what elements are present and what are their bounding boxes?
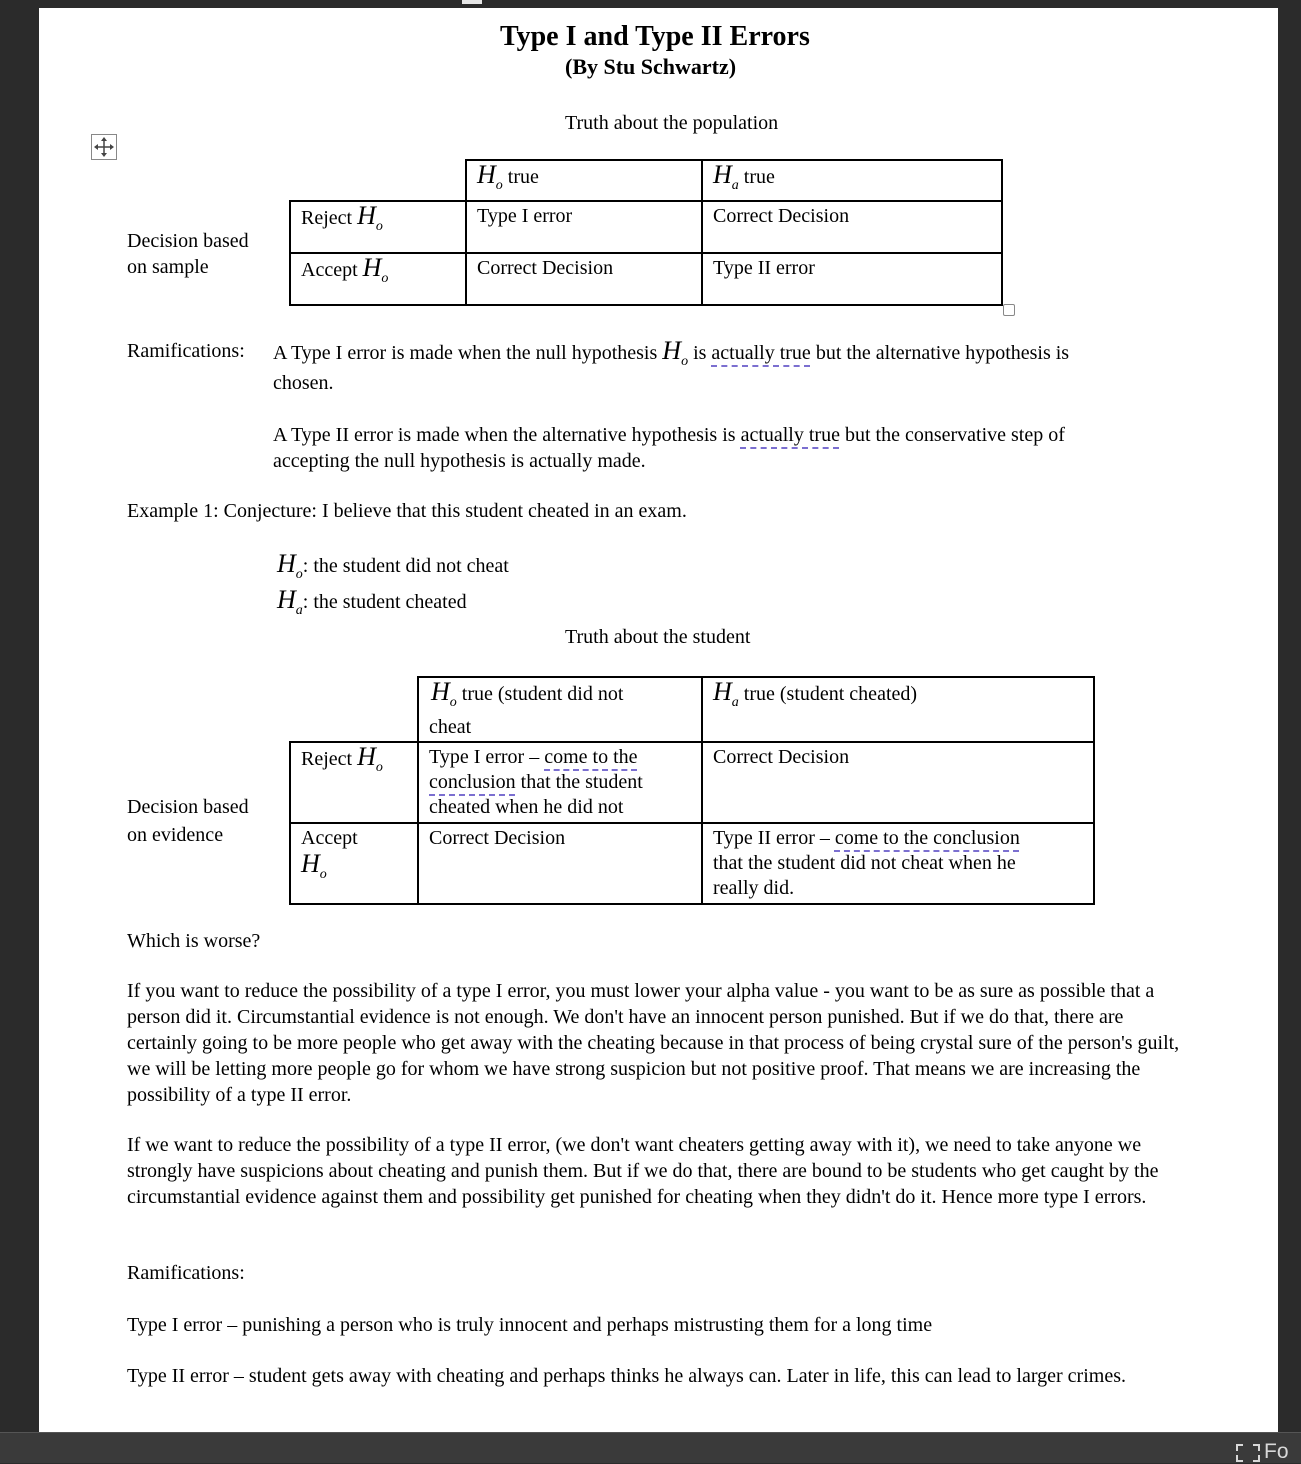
viewer-bottom-bar (0, 1432, 1301, 1463)
ramifications-label-2: Ramifications: (127, 1262, 245, 1284)
ramification-type2-summary: Type II error – student gets away with cheating and perhaps thinks he always can. Later in life, this can lead to larger crimes. (127, 1365, 1126, 1387)
top-tab-marker (462, 0, 482, 4)
ramification-type1-summary: Type I error – punishing a person who is truly innocent and perhaps mistrusting them for a long time (127, 1314, 933, 1336)
table2-caption: Truth about the student (565, 626, 751, 648)
table2-cell-r2c2: Type II error – come to the conclusion that the student did not cheat when he really did. (702, 823, 1094, 904)
paragraph-type1: If you want to reduce the possibility of a type I error, you must lower your alpha value - you want to be as sure as possible that a person did it. Circumstantial evidence is not enough. We don't have an innocent person punished. But if we do that, there are certainly going to be more people who get away with the cheating because in that process of being crystal sure of the person's guilt, we will be letting more people go for whom we have strong suspicion but not positive proof. That means we are increasing the possibility of a type II error. (127, 980, 1180, 1106)
document-subtitle: (By Stu Schwartz) (565, 54, 737, 79)
table2-header-h0: $H_o$ true (student did not cheat (418, 677, 702, 742)
table2-row-accept: Accept $H_o$ (290, 823, 418, 904)
table1-cell-r2c1: Correct Decision (466, 253, 702, 305)
table2-side-label-line2: on evidence (127, 824, 224, 846)
fullscreen-icon[interactable] (1236, 1444, 1260, 1462)
table1-row-accept: Accept $H_o$ (290, 253, 466, 305)
table1-empty-corner (290, 160, 466, 201)
ramification-type1-line2: chosen. (273, 372, 334, 394)
ramifications-label: Ramifications: (127, 340, 245, 362)
document-title: Type I and Type II Errors (500, 21, 810, 52)
table1-caption: Truth about the population (565, 112, 779, 134)
table1-header-h0: $H_o$ true (466, 160, 702, 201)
which-is-worse: Which is worse? (127, 930, 261, 952)
fullscreen-label[interactable]: Fo (1264, 1440, 1289, 1463)
example-1: Example 1: Conjecture: I believe that this student cheated in an exam. (127, 500, 687, 522)
table1-cell-r1c2: Correct Decision (702, 201, 1002, 253)
ramification-type2-line2: accepting the null hypothesis is actually made. (273, 450, 646, 472)
paragraph-type2: If we want to reduce the possibility of a type II error, (we don't want cheaters getting away with it), we need to take anyone we strongly have suspicions about cheating and punish them. But if we do that, there are bound to be students who get caught by the circumstantial evidence against them and possibility get punished for cheating when they didn't do it. Hence more type I errors. (127, 1134, 1159, 1208)
table-population (289, 159, 1003, 306)
table1-side-label-line1: Decision based (127, 230, 249, 252)
table2-cell-r2c1: Correct Decision (418, 823, 702, 904)
alternative-hypothesis: $H_a$: the student cheated (277, 585, 467, 618)
table1-cell-r2c2: Type II error (702, 253, 1002, 305)
table-student (289, 676, 1095, 905)
ramification-type2-line1: A Type II error is made when the alternative hypothesis is actually true but the conservative step of (273, 424, 1065, 446)
table2-cell-r1c1: Type I error – come to the conclusion that the student cheated when he did not (418, 742, 702, 823)
move-icon (92, 135, 116, 159)
table1-cell-r1c1: Type I error (466, 201, 702, 253)
table1-side-label-line2: on sample (127, 256, 209, 278)
null-hypothesis: $H_o$: the student did not cheat (277, 549, 509, 582)
document-page (39, 8, 1278, 1432)
table1-header-ha: $H_a$ true (702, 160, 1002, 201)
table2-empty-corner (290, 677, 418, 742)
table-move-handle[interactable] (91, 134, 117, 160)
table-resize-handle[interactable] (1003, 304, 1015, 316)
table1-row-reject: Reject $H_o$ (290, 201, 466, 253)
table2-cell-r1c2: Correct Decision (702, 742, 1094, 823)
table2-row-reject: Reject $H_o$ (290, 742, 418, 823)
table2-header-ha: $H_a$ true (student cheated) (702, 677, 1094, 742)
ramification-type1-line1: A Type I error is made when the null hypothesis $H_o$ is actually true but the alternative hypothesis is (273, 336, 1070, 369)
table2-side-label-line1: Decision based (127, 796, 249, 818)
